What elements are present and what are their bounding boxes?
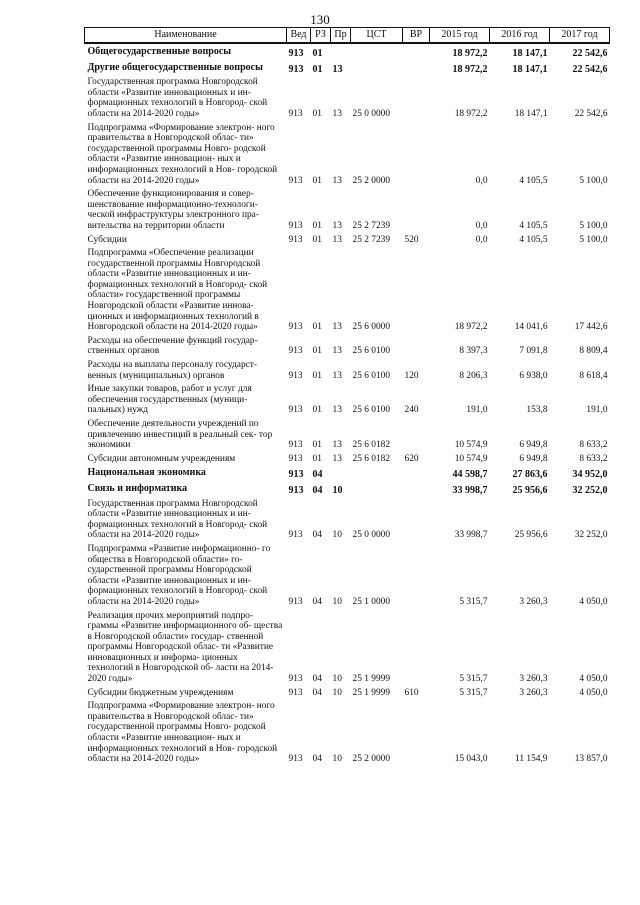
cell-2016: 153,8 [526, 405, 548, 416]
cell-vr [403, 43, 430, 60]
cell-2015: 5 315,7 [459, 687, 488, 698]
cell-pr: 13 [332, 220, 342, 231]
table-row [85, 699, 610, 766]
cell-pr: 13 [332, 440, 342, 451]
cell-ved: 913 [288, 687, 303, 698]
header-vr: ВР [403, 28, 430, 44]
cell-name: Расходы на выплаты персоналу государст- венных (муниципальных) органов [87, 360, 258, 381]
cell-2016: 18 147,1 [512, 63, 548, 75]
cell-2016: 3 260,3 [519, 596, 548, 607]
cell-vr [403, 497, 430, 542]
cell-rz: 01 [312, 63, 323, 75]
cell-rz: 01 [312, 48, 323, 59]
cell-2016: 4 105,5 [519, 175, 548, 186]
table-row [85, 609, 610, 686]
cell-2016: 14 041,6 [514, 322, 548, 333]
cell-2015: 44 598,7 [452, 469, 488, 481]
cell-cst: 25 0 0000 [352, 530, 390, 541]
cell-vr [403, 187, 430, 232]
cell-2017: 4 050,0 [579, 596, 608, 607]
cell-name: Иные закупки товаров, работ и услуг для обеспечения государственных (муници- пальных) нужд [87, 384, 252, 416]
cell-rz: 01 [312, 220, 322, 231]
cell-2017: 4 050,0 [579, 674, 608, 685]
cell-name: Государственная программа Новгородской области «Развитие инновационных и ин- формационных технологий в Новгород- ской области на 2014-2020 годы» [87, 498, 268, 541]
cell-2017: 8 633,2 [579, 453, 608, 464]
header-pr: Пр [331, 28, 351, 44]
cell-2017: 191,0 [586, 405, 608, 416]
cell-2016: 3 260,3 [519, 674, 548, 685]
cell-vr [403, 542, 430, 609]
cell-2016: 4 105,5 [519, 220, 548, 231]
cell-2015: 18 972,2 [454, 322, 488, 333]
cell-vr [403, 465, 430, 481]
cell-vr [403, 481, 430, 497]
cell-rz: 01 [312, 370, 322, 381]
cell-2017: 22 542,6 [572, 63, 608, 75]
cell-rz: 04 [312, 674, 322, 685]
cell-vr [403, 60, 430, 76]
cell-vr [403, 121, 430, 188]
cell-ved: 913 [288, 453, 303, 464]
cell-2017: 22 542,6 [572, 48, 608, 59]
cell-ved: 913 [288, 63, 304, 75]
cell-vr: 120 [404, 370, 419, 381]
cell-pr: 13 [332, 453, 342, 464]
cell-2016: 11 154,9 [515, 754, 548, 765]
budget-table [84, 27, 610, 766]
cell-2015: 5 315,7 [459, 674, 488, 685]
cell-name: Подпрограмма «Обеспечение реализации государственной программы Новгородской области «Развитие инновационных и ин- формационных технологий в Новгород- ской области» государственной программы Новгородской области «Развитие иннова- ционных и информационных технологий в Новгородской области на 2014-2020 годы» [87, 248, 268, 333]
table-row [85, 417, 610, 452]
cell-pr [331, 43, 351, 60]
cell-vr: 520 [404, 234, 419, 245]
cell-ved: 913 [288, 405, 303, 416]
cell-2017: 32 252,0 [572, 484, 608, 496]
cell-name: Субсидии бюджетным учреждениям [87, 687, 234, 698]
cell-rz: 01 [312, 234, 322, 245]
cell-pr: 13 [332, 346, 342, 357]
cell-cst [351, 465, 403, 481]
budget-table-container [84, 27, 609, 766]
table-row [85, 382, 610, 417]
cell-2017: 8 809,4 [579, 346, 608, 357]
header-2015: 2015 год [430, 28, 490, 44]
cell-ved: 913 [288, 322, 303, 333]
cell-2015: 18 972,2 [454, 108, 488, 119]
cell-2015: 8 397,3 [459, 346, 488, 357]
cell-pr: 13 [332, 63, 343, 75]
header-ved: Вед [287, 28, 311, 44]
cell-rz: 04 [312, 530, 322, 541]
cell-cst: 25 6 0100 [352, 405, 390, 416]
table-header-row [85, 28, 610, 44]
cell-2015: 33 998,7 [454, 530, 488, 541]
cell-2017: 13 857,0 [574, 754, 608, 765]
table-row [85, 452, 610, 466]
cell-rz: 04 [312, 469, 323, 481]
cell-name: Обеспечение деятельности учреждений по привлечению инвестиций в реальный сек- тор экономики [87, 419, 273, 451]
cell-pr [331, 465, 351, 481]
cell-ved: 913 [288, 108, 303, 119]
table-row [85, 187, 610, 232]
cell-2017: 8 618,4 [579, 370, 608, 381]
cell-name: Реализация прочих мероприятий подпро- граммы «Развитие информационного об- щества в Новгородской области» государ- ственной программы Новгородской облас- ти «Развитие инновационных и информа- ционных технологий в Новгородской об- ласти на 2014-2020 годы» [87, 610, 283, 685]
cell-vr [403, 417, 430, 452]
cell-2017: 8 633,2 [579, 440, 608, 451]
cell-cst: 25 1 9999 [352, 687, 390, 698]
cell-ved: 913 [288, 674, 303, 685]
cell-cst [351, 43, 403, 60]
cell-2016: 6 938,0 [519, 370, 548, 381]
cell-2016: 18 147,1 [512, 48, 548, 59]
cell-2017: 32 252,0 [574, 530, 608, 541]
table-row [85, 43, 610, 60]
table-body [85, 43, 610, 766]
cell-2017: 5 100,0 [579, 175, 608, 186]
cell-cst [351, 60, 403, 76]
cell-name: Государственная программа Новгородской области «Развитие инновационных и ин- формационных технологий в Новгород- ской области на 2014-2020 годы» [87, 77, 268, 119]
cell-cst: 25 2 7239 [352, 220, 390, 231]
cell-cst: 25 6 0182 [352, 440, 390, 451]
table-row [85, 233, 610, 247]
cell-2016: 25 956,6 [514, 530, 548, 541]
cell-cst: 25 2 7239 [352, 234, 390, 245]
header-name: Наименование [85, 28, 287, 44]
cell-2016: 27 863,6 [512, 469, 548, 481]
cell-ved: 913 [288, 484, 304, 496]
cell-pr: 10 [332, 687, 342, 698]
cell-2016: 18 147,1 [514, 108, 548, 119]
cell-pr: 10 [332, 530, 342, 541]
cell-cst: 25 6 0000 [352, 322, 390, 333]
cell-rz: 01 [312, 175, 322, 186]
cell-vr: 240 [404, 405, 419, 416]
header-rz: РЗ [311, 28, 331, 44]
cell-name: Национальная экономика [87, 467, 206, 479]
cell-2015: 33 998,7 [452, 484, 488, 496]
cell-2017: 5 100,0 [579, 220, 608, 231]
header-cst: ЦСТ [351, 28, 403, 44]
cell-ved: 913 [288, 754, 303, 765]
cell-ved: 913 [288, 469, 304, 481]
cell-name: Другие общегосударственные вопросы [87, 61, 263, 73]
cell-rz: 04 [312, 484, 323, 496]
cell-cst: 25 2 0000 [352, 754, 390, 765]
cell-pr: 10 [332, 754, 342, 765]
table-row [85, 358, 610, 382]
cell-rz: 01 [312, 405, 322, 416]
header-2016: 2016 год [490, 28, 550, 44]
cell-2015: 191,0 [466, 405, 488, 416]
cell-2015: 18 972,2 [452, 63, 488, 75]
cell-pr: 13 [332, 370, 342, 381]
table-row [85, 465, 610, 481]
cell-rz: 01 [312, 346, 322, 357]
cell-2017: 5 100,0 [579, 234, 608, 245]
cell-ved: 913 [288, 596, 303, 607]
cell-pr: 10 [332, 484, 343, 496]
cell-2016: 3 260,3 [519, 687, 548, 698]
cell-name: Подпрограмма «Формирование электрон- ного правительства в Новгородской облас- ти» государственной программы Новго- родской области «Развитие инновацион- ных и информационных технологий в Нов- городской области на 2014-2020 годы» [87, 122, 278, 186]
cell-cst: 25 1 9999 [352, 674, 390, 685]
cell-2015: 15 043,0 [454, 754, 488, 765]
cell-name: Субсидии [87, 234, 127, 245]
cell-2016: 6 949,8 [519, 440, 548, 451]
cell-ved: 913 [288, 346, 303, 357]
cell-cst: 25 0 0000 [352, 108, 390, 119]
cell-rz: 04 [312, 596, 322, 607]
cell-ved: 913 [288, 530, 303, 541]
cell-name: Обеспечение функционирования и совер- шенствование информационно-технологи- ческой инфраструктуры электронного пра- вительства на территории области [87, 189, 259, 231]
cell-2017: 34 952,0 [572, 469, 608, 481]
cell-rz: 01 [312, 108, 322, 119]
cell-2016: 6 949,8 [519, 453, 548, 464]
cell-name: Связь и информатика [87, 482, 188, 494]
table-row [85, 542, 610, 609]
cell-rz: 01 [312, 322, 322, 333]
cell-pr: 13 [332, 175, 342, 186]
cell-2015: 18 972,2 [452, 48, 488, 59]
cell-cst: 25 6 0100 [352, 346, 390, 357]
cell-pr: 13 [332, 234, 342, 245]
cell-vr [403, 334, 430, 358]
cell-2017: 17 442,6 [574, 322, 608, 333]
cell-vr [403, 75, 430, 120]
cell-cst: 25 6 0182 [352, 453, 390, 464]
table-row [85, 121, 610, 188]
cell-2015: 5 315,7 [459, 596, 488, 607]
cell-2015: 10 574,9 [454, 440, 488, 451]
cell-ved: 913 [288, 48, 304, 59]
cell-pr: 13 [332, 108, 342, 119]
cell-2015: 8 206,3 [459, 370, 488, 381]
table-row [85, 334, 610, 358]
cell-2015: 0,0 [475, 175, 488, 186]
cell-name: Субсидии автономным учреждениям [87, 453, 236, 464]
cell-ved: 913 [288, 175, 303, 186]
table-row [85, 686, 610, 700]
table-row [85, 497, 610, 542]
cell-name: Подпрограмма «Развитие информационно- го общества в Новгородской области» го- сударственной программы Новгородской области «Развитие инновационных и ин- формационных технологий в Новгород- ской области на 2014-2020 годы» [87, 543, 271, 607]
cell-pr: 10 [332, 674, 342, 685]
cell-vr: 620 [404, 453, 419, 464]
cell-cst: 25 1 0000 [352, 596, 390, 607]
table-row [85, 481, 610, 497]
table-row [85, 246, 610, 334]
cell-name: Расходы на обеспечение функций государ- ственных органов [87, 335, 258, 357]
cell-cst [351, 481, 403, 497]
cell-cst: 25 2 0000 [352, 175, 390, 186]
cell-name: Подпрограмма «Формирование электрон- ного правительства в Новгородской облас- ти» государственной программы Новго- родской области «Развитие инновацион- ных и информационных технологий в Нов- городской области на 2014-2020 годы» [87, 701, 278, 765]
cell-vr [403, 246, 430, 334]
page-number: 130 [310, 12, 330, 27]
cell-2017: 4 050,0 [579, 687, 608, 698]
table-row [85, 60, 610, 76]
cell-rz: 04 [312, 687, 322, 698]
cell-2015: 0,0 [475, 220, 488, 231]
cell-ved: 913 [288, 234, 303, 245]
cell-2015: 0,0 [475, 234, 488, 245]
cell-2016: 7 091,8 [519, 346, 548, 357]
cell-ved: 913 [288, 220, 303, 231]
cell-2016: 4 105,5 [519, 234, 548, 245]
cell-rz: 04 [312, 754, 322, 765]
cell-ved: 913 [288, 370, 303, 381]
cell-vr: 610 [404, 687, 419, 698]
header-2017: 2017 год [550, 28, 610, 44]
cell-ved: 913 [288, 440, 303, 451]
cell-pr: 10 [332, 596, 342, 607]
cell-name: Общегосударственные вопросы [87, 46, 232, 57]
cell-rz: 01 [312, 440, 322, 451]
cell-2017: 22 542,6 [574, 108, 608, 119]
cell-2016: 25 956,6 [512, 484, 548, 496]
cell-pr: 13 [332, 405, 342, 416]
table-row [85, 75, 610, 120]
cell-pr: 13 [332, 322, 342, 333]
cell-2015: 10 574,9 [454, 453, 488, 464]
cell-cst: 25 6 0100 [352, 370, 390, 381]
cell-vr [403, 609, 430, 686]
cell-vr [403, 699, 430, 766]
cell-rz: 01 [312, 453, 322, 464]
